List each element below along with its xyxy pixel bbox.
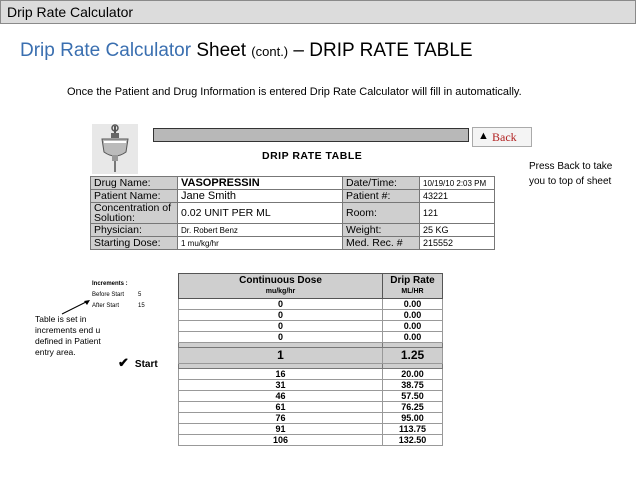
dose-cell: 46 bbox=[179, 391, 383, 402]
increment-after-label: After Start bbox=[92, 303, 120, 309]
rate-cell: 132.50 bbox=[383, 435, 443, 446]
increment-before-value: 5 bbox=[138, 292, 142, 298]
rate-cell: 113.75 bbox=[383, 424, 443, 435]
dose-cell: 31 bbox=[179, 380, 383, 391]
drug-name-value: VASOPRESSIN bbox=[178, 177, 343, 190]
increment-note bbox=[35, 314, 101, 358]
dose-cell: 0 bbox=[179, 299, 383, 310]
rate-cell: 0.00 bbox=[383, 321, 443, 332]
increment-before-row bbox=[92, 290, 142, 301]
window-title: Drip Rate Calculator bbox=[7, 4, 134, 20]
rate-cell: 20.00 bbox=[383, 369, 443, 380]
concentration-label-line-1: Concentration of bbox=[94, 202, 172, 214]
sheet-title: DRIP RATE TABLE bbox=[262, 150, 363, 162]
dose-header-label: Continuous Dose bbox=[239, 275, 322, 286]
back-button-label: Back bbox=[492, 130, 517, 144]
table-row bbox=[179, 413, 443, 424]
table-row bbox=[179, 369, 443, 380]
increment-before-label: Before Start bbox=[92, 292, 125, 298]
press-back-line-1: Press Back to take bbox=[529, 161, 613, 172]
dose-cell: 91 bbox=[179, 424, 383, 435]
dose-column-header bbox=[179, 274, 383, 299]
note-line-4: entry area. bbox=[35, 347, 76, 357]
back-button[interactable] bbox=[472, 127, 532, 147]
heading-app-name: Drip Rate Calculator bbox=[20, 40, 192, 61]
rate-cell: 38.75 bbox=[383, 380, 443, 391]
rate-cell: 0.00 bbox=[383, 332, 443, 343]
room-value: 121 bbox=[420, 203, 495, 224]
drip-rate-table bbox=[178, 273, 443, 446]
rate-cell: 57.50 bbox=[383, 391, 443, 402]
concentration-value: 0.02 UNIT PER ML bbox=[178, 203, 343, 224]
concentration-label bbox=[91, 203, 178, 224]
concentration-label-line-2: Solution: bbox=[94, 212, 135, 224]
checkmark-icon: ✔ bbox=[118, 355, 129, 370]
table-row bbox=[179, 321, 443, 332]
start-dose-cell: 1 bbox=[179, 348, 383, 364]
progress-bar bbox=[153, 128, 469, 142]
table-row bbox=[179, 380, 443, 391]
rate-cell: 0.00 bbox=[383, 310, 443, 321]
patient-name-label: Patient Name: bbox=[91, 190, 178, 203]
med-rec-value: 215552 bbox=[420, 237, 495, 250]
rate-column-header bbox=[383, 274, 443, 299]
increments-panel bbox=[92, 279, 145, 312]
table-row bbox=[179, 402, 443, 413]
patient-no-value: 43221 bbox=[420, 190, 495, 203]
heading-sheet: Sheet bbox=[196, 40, 247, 61]
datetime-value: 10/19/10 2:03 PM bbox=[420, 177, 495, 190]
drug-name-label: Drug Name: bbox=[91, 177, 178, 190]
heading-dash: – bbox=[293, 40, 304, 61]
heading-cont: (cont.) bbox=[251, 44, 289, 59]
table-row bbox=[179, 424, 443, 435]
subtitle: Once the Patient and Drug Information is entered Drip Rate Calculator will fill in automatically. bbox=[67, 86, 522, 98]
physician-label: Physician: bbox=[91, 224, 178, 237]
note-line-2: increments end u bbox=[35, 325, 101, 335]
rate-cell: 76.25 bbox=[383, 402, 443, 413]
patient-info-table bbox=[90, 176, 495, 250]
dose-cell: 16 bbox=[179, 369, 383, 380]
table-row bbox=[179, 310, 443, 321]
rate-header-label: Drip Rate bbox=[390, 275, 435, 286]
start-marker bbox=[118, 355, 158, 371]
increments-title: Increments : bbox=[92, 281, 128, 287]
patient-name-value: Jane Smith bbox=[178, 190, 343, 203]
physician-value: Dr. Robert Benz bbox=[178, 224, 343, 237]
patient-no-label: Patient #: bbox=[343, 190, 420, 203]
iv-drip-icon bbox=[92, 124, 138, 174]
dose-cell: 0 bbox=[179, 321, 383, 332]
dose-cell: 76 bbox=[179, 413, 383, 424]
page-heading bbox=[20, 40, 473, 62]
starting-dose-value: 1 mu/kg/hr bbox=[178, 237, 343, 250]
note-line-3: defined in Patient bbox=[35, 336, 101, 346]
starting-dose-label: Starting Dose: bbox=[91, 237, 178, 250]
start-rate-cell: 1.25 bbox=[383, 348, 443, 364]
room-label: Room: bbox=[343, 203, 420, 224]
window-titlebar bbox=[0, 0, 636, 24]
weight-value: 25 KG bbox=[420, 224, 495, 237]
table-row bbox=[179, 332, 443, 343]
back-arrow-icon: ▲ bbox=[478, 130, 489, 142]
datetime-label: Date/Time: bbox=[343, 177, 420, 190]
table-row bbox=[179, 435, 443, 446]
note-line-1: Table is set in bbox=[35, 314, 87, 324]
dose-cell: 61 bbox=[179, 402, 383, 413]
press-back-note bbox=[529, 159, 612, 189]
increment-after-value: 15 bbox=[138, 303, 145, 309]
heading-section: DRIP RATE TABLE bbox=[309, 40, 473, 61]
table-row bbox=[179, 391, 443, 402]
rate-unit-label: ML/HR bbox=[401, 288, 424, 295]
dose-cell: 106 bbox=[179, 435, 383, 446]
dose-cell: 0 bbox=[179, 332, 383, 343]
rate-cell: 0.00 bbox=[383, 299, 443, 310]
rate-cell: 95.00 bbox=[383, 413, 443, 424]
weight-label: Weight: bbox=[343, 224, 420, 237]
med-rec-label: Med. Rec. # bbox=[343, 237, 420, 250]
dose-cell: 0 bbox=[179, 310, 383, 321]
start-label: Start bbox=[134, 359, 158, 370]
dose-unit-label: mu/kg/hr bbox=[265, 288, 296, 295]
table-row bbox=[179, 299, 443, 310]
increment-after-row bbox=[92, 301, 145, 312]
press-back-line-2: you to top of sheet bbox=[529, 176, 612, 187]
start-row bbox=[179, 348, 443, 364]
